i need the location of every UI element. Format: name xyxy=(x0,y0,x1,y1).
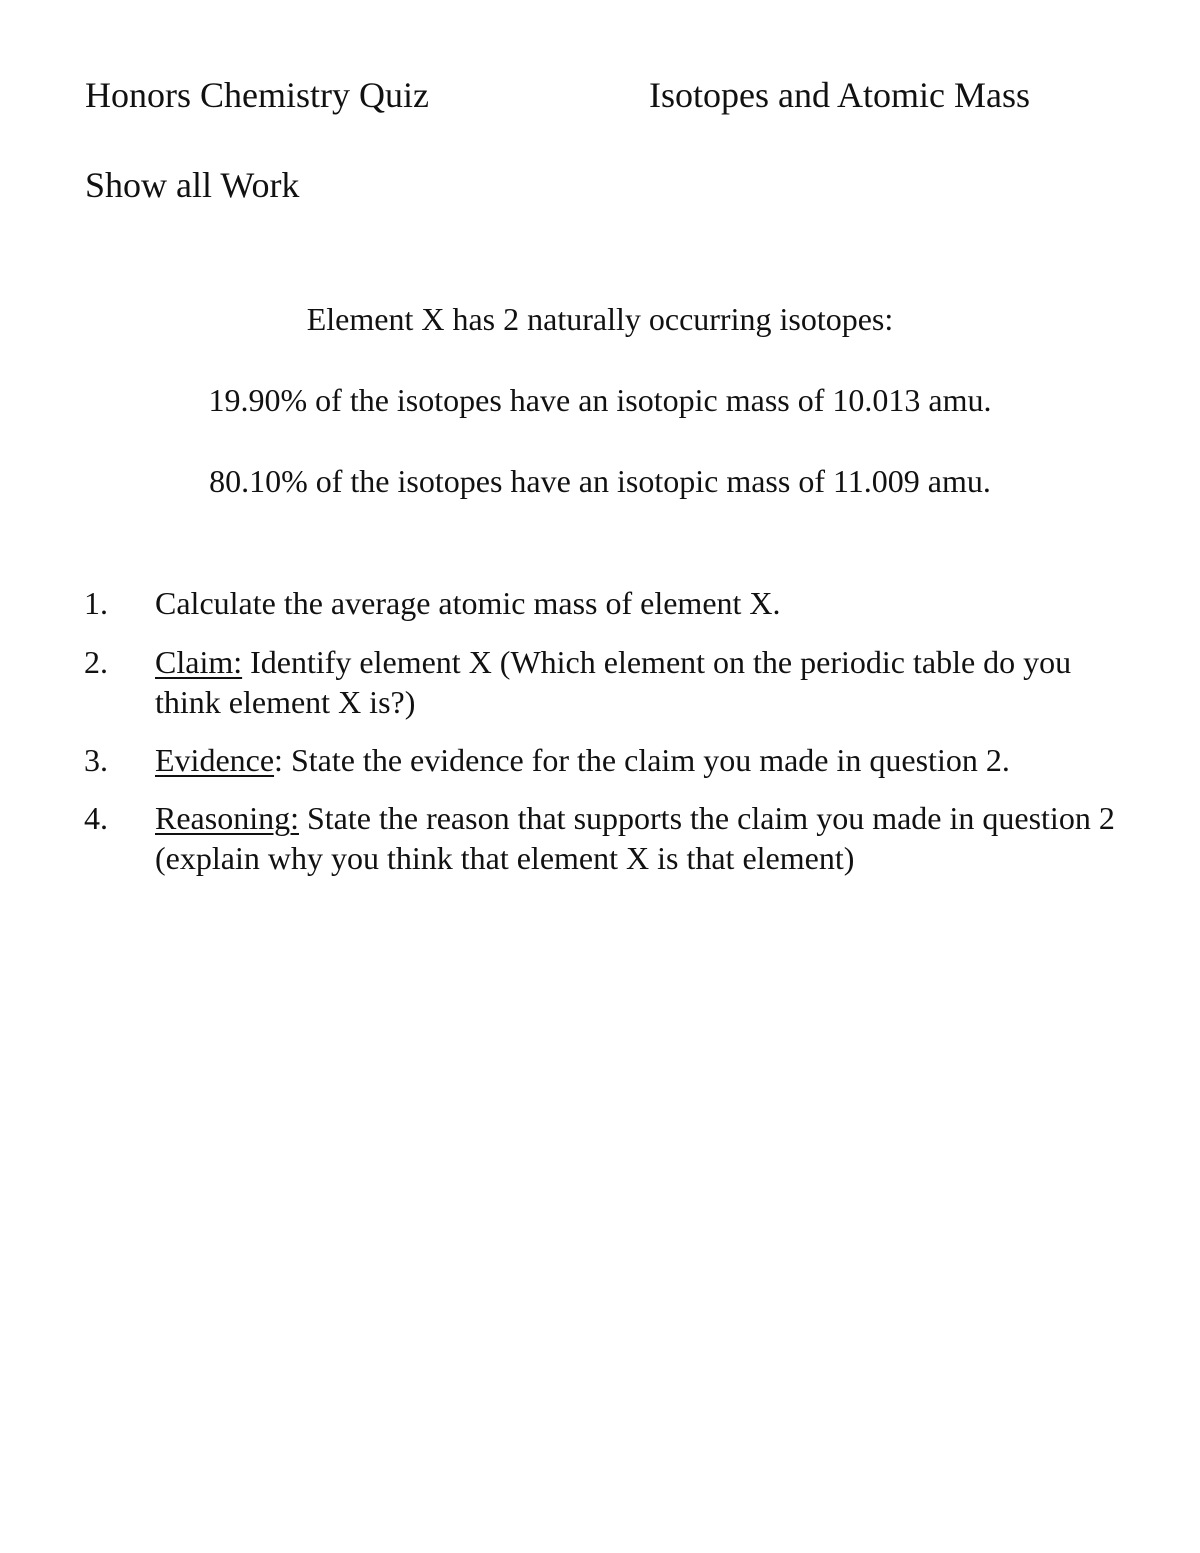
work-instruction: Show all Work xyxy=(85,165,300,205)
question-number: 4. xyxy=(84,800,108,836)
question-number: 3. xyxy=(84,742,108,778)
question-body: Calculate the average atomic mass of element X. xyxy=(155,585,781,621)
question-text xyxy=(155,798,1124,878)
question-1 xyxy=(84,583,1124,623)
isotope-line-1: 19.90% of the isotopes have an isotopic mass of 10.013 amu. xyxy=(208,382,992,418)
question-body: : State the evidence for the claim you made in question 2. xyxy=(274,742,1010,778)
problem-intro: Element X has 2 naturally occurring isotopes: xyxy=(306,301,894,337)
claim-label: Claim: xyxy=(155,644,243,680)
question-number: 1. xyxy=(84,585,108,621)
question-text xyxy=(155,642,1124,722)
question-2 xyxy=(84,642,1124,722)
evidence-label: Evidence xyxy=(155,742,275,778)
question-body: Identify element X (Which element on the periodic table do you think element X is?) xyxy=(155,644,1072,720)
quiz-title: Honors Chemistry Quiz xyxy=(85,75,429,115)
question-4 xyxy=(84,798,1124,878)
question-text xyxy=(155,583,1124,623)
question-3 xyxy=(84,740,1124,780)
isotope-line-2: 80.10% of the isotopes have an isotopic mass of 11.009 amu. xyxy=(209,463,991,499)
question-body: State the reason that supports the claim you made in question 2 (explain why you think that element X is that element) xyxy=(155,800,1115,876)
reasoning-label: Reasoning: xyxy=(155,800,299,836)
question-number: 2. xyxy=(84,644,108,680)
quiz-topic: Isotopes and Atomic Mass xyxy=(649,75,1030,115)
question-text xyxy=(155,740,1124,780)
